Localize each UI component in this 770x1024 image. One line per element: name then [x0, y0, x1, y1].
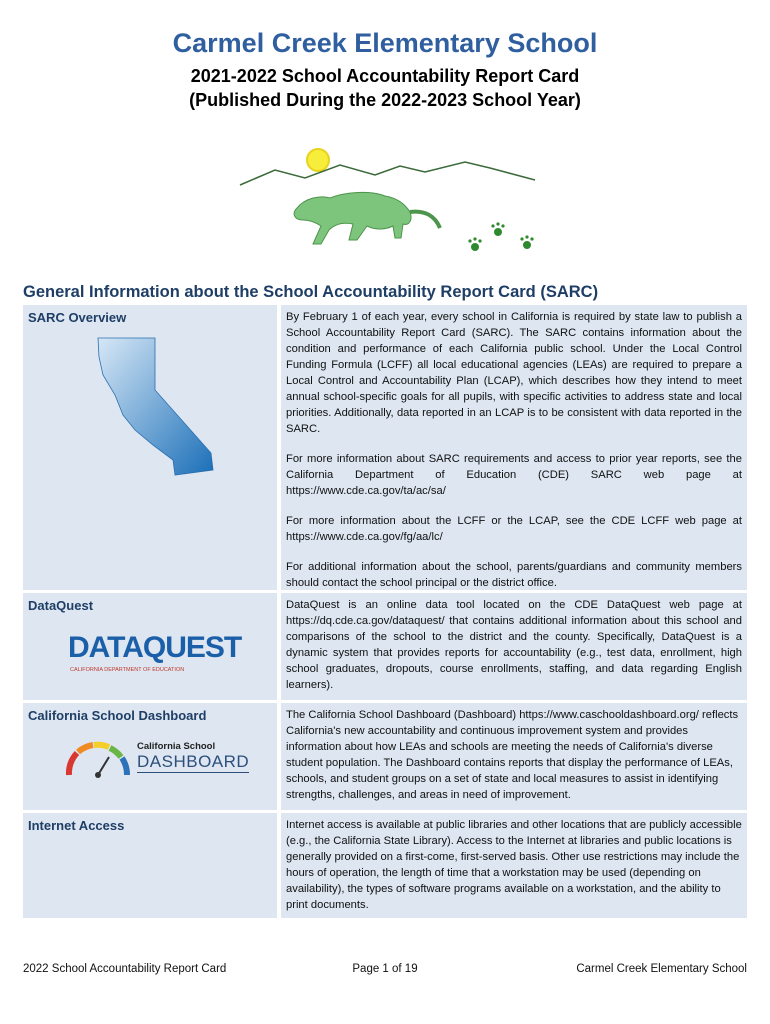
row-label: Internet Access — [28, 818, 125, 833]
footer-page-number: Page 1 of 19 — [352, 963, 418, 975]
report-title-block — [0, 64, 770, 112]
panther-tail — [410, 212, 440, 228]
paw-prints-icon — [468, 222, 533, 251]
panther-shape — [294, 192, 411, 244]
row-label: SARC Overview — [28, 310, 127, 325]
paragraph: The California School Dashboard (Dashboard) https://www.caschooldashboard.org/ reflects California's new accountability and continuous improvement system and provides information about how LEAs and schools are meeting the needs of California's diverse student population. The Dashboard contains reports that display the performance of LEAs, schools, and student groups on a set of state and local measures to assist in identifying strengths, challenges, and areas in need of improvement. — [286, 709, 739, 801]
footer-left: 2022 School Accountability Report Card — [23, 963, 227, 975]
dataquest-logo-data: DATA — [68, 631, 143, 664]
report-title: 2021-2022 School Accountability Report Card — [190, 66, 580, 86]
row-internet-access-label-cell — [23, 813, 277, 918]
section-heading: General Information about the School Accountability Report Card (SARC) — [23, 283, 599, 301]
paragraph: By February 1 of each year, every school in California is required by state law to publish a School Accountability Report Card (SARC). The SARC contains information about the condition and performance of each California public school. Under the Local Control Funding Formula (LCFF) all local educational agencies (LEAs) are required to prepare a Local Control and Accountability Plan (LCAP), which describes how they intend to meet annual school-specific goals for all pupils, with specific activities to address state and local priorities. Additionally, data reported in an LCAP is to be consistent with data reported in the SARC. — [286, 311, 742, 435]
paragraph: For more information about the LCFF or the LCAP, see the CDE LCFF web page at https://www.cde.ca.gov/fg/aa/lc/ — [286, 515, 742, 543]
paragraph: Internet access is available at public libraries and other locations that are publicly accessible (e.g., the California State Library). Access to the Internet at libraries and public locations is generally provided on a first-come, first-served basis. Other use restrictions may include the hours of operation, the length of time that a workstation may be used (depending on availability), the types of software programs available on a workstation, and the ability to print documents. — [286, 819, 742, 911]
row-dashboard-label-cell — [23, 703, 277, 810]
school-name: Carmel Creek Elementary School — [172, 28, 598, 58]
row-label: California School Dashboard — [28, 708, 207, 723]
paragraph: For additional information about the school, parents/guardians and community members should contact the school principal or the district office. — [286, 561, 742, 589]
row-dashboard-text-cell — [281, 703, 747, 810]
row-internet-access-text-cell — [281, 813, 747, 918]
dataquest-logo — [68, 631, 248, 673]
mountains-outline — [240, 162, 535, 185]
row-sarc-overview-text-cell — [281, 305, 747, 590]
dataquest-logo-caption: CALIFORNIA DEPARTMENT OF EDUCATION — [70, 667, 185, 673]
footer-right: Carmel Creek Elementary School — [576, 963, 747, 975]
row-label: DataQuest — [28, 598, 94, 613]
dashboard-logo-line1: California School — [137, 741, 216, 752]
sun-icon — [307, 149, 329, 171]
row-dataquest-text-cell — [281, 593, 747, 700]
paragraph: DataQuest is an online data tool located on the CDE DataQuest web page at https://dq.cde.ca.gov/dataquest/ that contains additional information about this school and comparisons of the school to the district and the county. Specifically, DataQuest is a dynamic system that provides reports for accountability (e.g., test data, enrollment, high school graduates, dropouts, course enrollments, staffing, and data regarding English learners). — [286, 599, 742, 691]
dashboard-logo-text — [137, 741, 249, 773]
gauge-icon — [63, 735, 133, 779]
dataquest-logo-quest: QUEST — [142, 631, 242, 664]
dashboard-logo-line2: DASHBOARD — [137, 752, 250, 771]
paragraph: For more information about SARC requirements and access to prior year reports, see the California Department of Education (CDE) SARC web page at https://www.cde.ca.gov/ta/ac/sa/ — [286, 453, 742, 497]
school-mascot-logo — [235, 140, 545, 265]
row-dataquest-label-cell — [23, 593, 277, 700]
published-line: (Published During the 2022-2023 School Year) — [189, 90, 581, 110]
california-map-icon — [93, 335, 218, 480]
row-sarc-overview-label-cell — [23, 305, 277, 590]
